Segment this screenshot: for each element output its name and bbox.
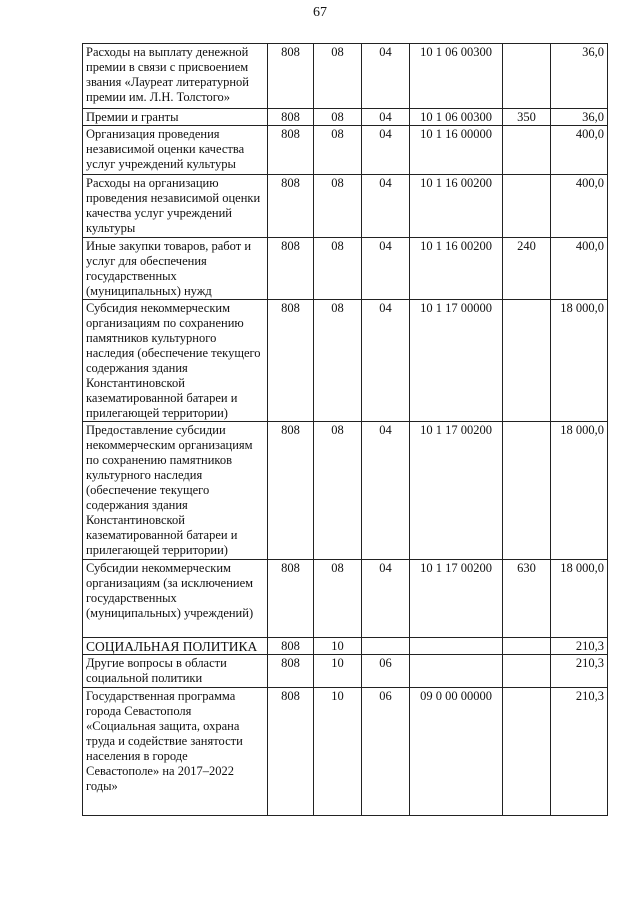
department-code: 808 (268, 126, 314, 175)
expense-name: Другие вопросы в области социальной политики (83, 655, 268, 688)
expense-name: Государственная программа города Севастополя «Социальная защита, охрана труда и содействие занятости населения в городе Севастополе» на 2017–2022 годы» (83, 688, 268, 816)
expense-name: Организация проведения независимой оценки качества услуг учреждений культуры (83, 126, 268, 175)
amount: 36,0 (551, 109, 608, 126)
department-code: 808 (268, 109, 314, 126)
expense-name: Расходы на организацию проведения независимой оценки качества услуг учреждений культуры (83, 175, 268, 238)
expense-name: Премии и гранты (83, 109, 268, 126)
amount: 18 000,0 (551, 422, 608, 560)
amount: 210,3 (551, 638, 608, 655)
target-article-code (410, 655, 503, 688)
amount: 18 000,0 (551, 300, 608, 422)
section-code: 08 (314, 422, 362, 560)
expense-type-code: 630 (503, 560, 551, 638)
target-article-code: 10 1 16 00200 (410, 175, 503, 238)
department-code: 808 (268, 638, 314, 655)
target-article-code (410, 638, 503, 655)
target-article-code: 10 1 06 00300 (410, 109, 503, 126)
department-code: 808 (268, 44, 314, 109)
department-code: 808 (268, 175, 314, 238)
section-code: 08 (314, 238, 362, 300)
expense-type-code (503, 300, 551, 422)
department-code: 808 (268, 238, 314, 300)
target-article-code: 10 1 16 00000 (410, 126, 503, 175)
table-row (83, 560, 608, 638)
table-row (83, 238, 608, 300)
table-row (83, 655, 608, 688)
subsection-code: 04 (362, 422, 410, 560)
table-row (83, 688, 608, 816)
expense-type-code (503, 126, 551, 175)
department-code: 808 (268, 655, 314, 688)
amount: 400,0 (551, 126, 608, 175)
amount: 36,0 (551, 44, 608, 109)
target-article-code: 10 1 06 00300 (410, 44, 503, 109)
section-code: 08 (314, 175, 362, 238)
subsection-code: 04 (362, 44, 410, 109)
table-row (83, 422, 608, 560)
section-code: 08 (314, 44, 362, 109)
target-article-code: 10 1 16 00200 (410, 238, 503, 300)
section-code: 08 (314, 126, 362, 175)
subsection-code: 04 (362, 560, 410, 638)
subsection-code: 04 (362, 126, 410, 175)
expense-type-code (503, 638, 551, 655)
expense-type-code (503, 655, 551, 688)
section-code: 08 (314, 560, 362, 638)
page-number: 67 (313, 5, 327, 20)
expense-type-code (503, 422, 551, 560)
table-row (83, 300, 608, 422)
amount: 400,0 (551, 175, 608, 238)
expense-name: Предоставление субсидии некоммерческим организациям по сохранению памятников культурного наследия (обеспечение текущего содержания здания Константиновской казематированной батареи и прилегающей территории) (83, 422, 268, 560)
subsection-code: 04 (362, 300, 410, 422)
amount: 400,0 (551, 238, 608, 300)
subsection-code: 06 (362, 688, 410, 816)
expense-name: Расходы на выплату денежной премии в связи с присвоением звания «Лауреат литературной премии им. Л.Н. Толстого» (83, 44, 268, 109)
expense-type-code: 350 (503, 109, 551, 126)
subsection-code (362, 638, 410, 655)
section-code: 10 (314, 688, 362, 816)
table-row (83, 638, 608, 655)
section-code: 10 (314, 638, 362, 655)
expense-name: Субсидии некоммерческим организациям (за исключением государственных (муниципальных) учреждений) (83, 560, 268, 638)
amount: 210,3 (551, 688, 608, 816)
amount: 18 000,0 (551, 560, 608, 638)
budget-table (82, 43, 608, 816)
target-article-code: 09 0 00 00000 (410, 688, 503, 816)
section-code: 10 (314, 655, 362, 688)
expense-name: Иные закупки товаров, работ и услуг для обеспечения государственных (муниципальных) нужд (83, 238, 268, 300)
expense-type-code (503, 44, 551, 109)
department-code: 808 (268, 688, 314, 816)
department-code: 808 (268, 560, 314, 638)
subsection-code: 06 (362, 655, 410, 688)
expense-type-code (503, 688, 551, 816)
expense-name: СОЦИАЛЬНАЯ ПОЛИТИКА (83, 638, 268, 655)
table-row (83, 44, 608, 109)
target-article-code: 10 1 17 00200 (410, 560, 503, 638)
expense-type-code: 240 (503, 238, 551, 300)
amount: 210,3 (551, 655, 608, 688)
expense-type-code (503, 175, 551, 238)
subsection-code: 04 (362, 238, 410, 300)
section-code: 08 (314, 109, 362, 126)
subsection-code: 04 (362, 109, 410, 126)
department-code: 808 (268, 422, 314, 560)
target-article-code: 10 1 17 00000 (410, 300, 503, 422)
subsection-code: 04 (362, 175, 410, 238)
table-row (83, 109, 608, 126)
department-code: 808 (268, 300, 314, 422)
section-code: 08 (314, 300, 362, 422)
target-article-code: 10 1 17 00200 (410, 422, 503, 560)
table-row (83, 126, 608, 175)
expense-name: Субсидия некоммерческим организациям по сохранению памятников культурного наследия (обеспечение текущего содержания здания Константиновской казематированной батареи и прилегающей территории) (83, 300, 268, 422)
table-row (83, 175, 608, 238)
